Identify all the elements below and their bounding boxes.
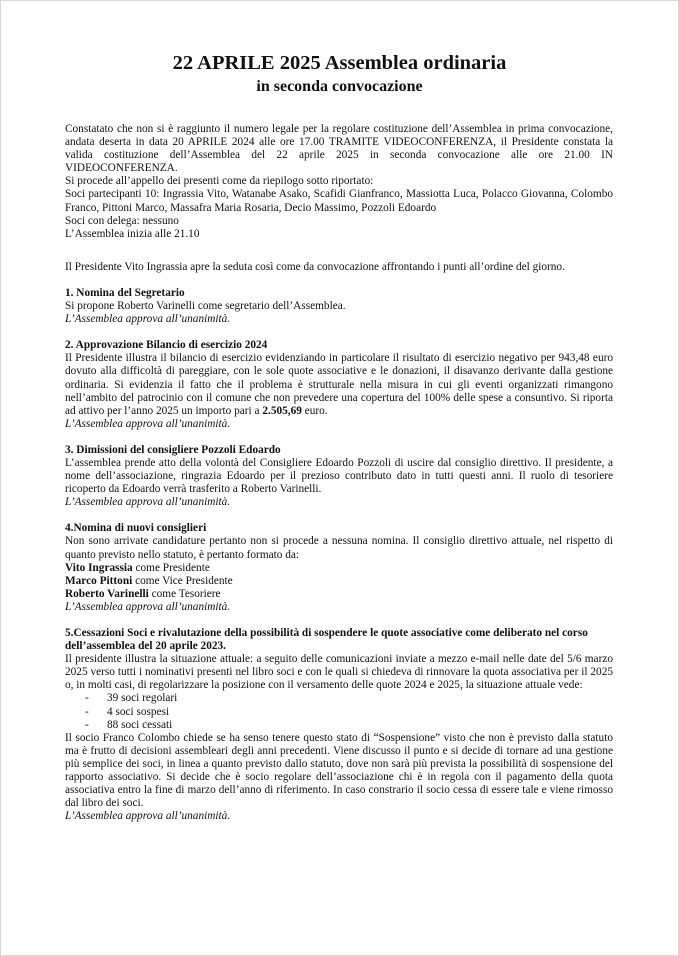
list-item bbox=[85, 706, 613, 719]
section-2-text-main: Il Presidente illustra il bilancio di esercizio evidenziando in particolare il risultato di esercizio negativo per 943,48 euro dovuto alla difficoltà di pareggiare, con le sole quote associative e le donazioni, il disavanzo derivante dalla gestione ordinaria. Si evidenzia il fatto che il problema è strutturale nella misura in cui gli eventi organizzati rimangono nell’ambito del patrocinio con il comune che non prevedere una copertura del 100% delle spese a consuntivo. Si riporta ad attivo per l’anno 2025 un importo pari a bbox=[65, 352, 613, 417]
section-2-text bbox=[65, 352, 613, 417]
section-1-text: Si propone Roberto Varinelli come segretario dell’Assemblea. bbox=[65, 300, 346, 313]
list-item-text: 39 soci regolari bbox=[107, 692, 178, 705]
board-member bbox=[65, 588, 613, 601]
board-member-role: come Presidente bbox=[132, 561, 210, 574]
board-member-role: come Tesoriere bbox=[148, 587, 221, 600]
board-member-name: Vito Ingrassia bbox=[65, 561, 133, 574]
list-item-text: 4 soci sospesi bbox=[107, 705, 170, 718]
board-member-name: Marco Pittoni bbox=[65, 574, 133, 587]
document-subtitle: in seconda convocazione bbox=[256, 78, 423, 95]
section-3-heading: 3. Dimissioni del consigliere Pozzoli Edoardo bbox=[65, 443, 281, 456]
list-item bbox=[85, 692, 613, 705]
list-item bbox=[85, 719, 613, 732]
dash-marker: - bbox=[85, 692, 89, 705]
proxies-paragraph: Soci con delega: nessuno bbox=[65, 214, 179, 227]
section-2-amount: 2.505,69 bbox=[262, 404, 302, 417]
section-3-approval: L’Assemblea approva all’unanimità. bbox=[65, 496, 231, 509]
roll-call-paragraph: Si procede all’appello dei presenti come da riepilogo sotto riportato: bbox=[65, 175, 374, 188]
start-time-paragraph: L’Assemblea inizia alle 21.10 bbox=[65, 227, 200, 240]
section-1-approval: L’Assemblea approva all’unanimità. bbox=[65, 313, 231, 326]
section-2-approval: L’Assemblea approva all’unanimità. bbox=[65, 417, 231, 430]
section-5-heading: 5.Cessazioni Soci e rivalutazione della possibilità di sospendere le quote associative come deliberato nel corso dell’assemblea del 20 aprile 2023. bbox=[65, 627, 588, 653]
attendees-paragraph: Soci partecipanti 10: Ingrassia Vito, Watanabe Asako, Scafidi Gianfranco, Massiotta Luca, Polacco Giovanna, Colombo Franco, Pittoni Marco, Massafra Maria Rosaria, Decio Massimo, Pozzoli Edoardo bbox=[65, 188, 613, 214]
section-4-approval: L’Assemblea approva all’unanimità. bbox=[65, 600, 231, 613]
board-member-name: Roberto Varinelli bbox=[65, 587, 149, 600]
intro-paragraph: Constatato che non si è raggiunto il numero legale per la regolare costituzione dell’Assemblea in prima convocazione, andata deserta in data 20 APRILE 2024 alle ore 17.00 TRAMITE VIDEOCONFERENZA, il Presidente constata la valida costituzione dell’Assemblea del 22 aprile 2025 in seconda convocazione alle ore 21.00 IN VIDEOCONFERENZA. bbox=[65, 123, 613, 175]
dash-marker: - bbox=[85, 705, 89, 718]
section-2-heading: 2. Approvazione Bilancio di esercizio 2024 bbox=[65, 339, 268, 352]
board-member bbox=[65, 562, 613, 575]
document-body bbox=[65, 123, 613, 823]
section-3-text: L’assemblea prende atto della volontà del Consigliere Edoardo Pozzoli di uscire dal consiglio direttivo. Il presidente, a nome dell’associazione, ringrazia Edoardo per il prezioso contributo dato in tutti questi anni. Il ruolo di tesoriere ricoperto da Edoardo verrà trasferito a Roberto Varinelli. bbox=[65, 456, 613, 496]
board-member bbox=[65, 575, 613, 588]
opening-paragraph: Il Presidente Vito Ingrassia apre la seduta così come da convocazione affrontando i punti all’ordine del giorno. bbox=[65, 260, 565, 273]
member-status-list bbox=[65, 692, 613, 731]
document-title: 22 APRILE 2025 Assemblea ordinaria bbox=[172, 52, 507, 74]
section-5-approval: L’Assemblea approva all’unanimità. bbox=[65, 810, 231, 823]
board-member-role: come Vice Presidente bbox=[132, 574, 233, 587]
section-4-text: Non sono arrivate candidature pertanto non si procede a nessuna nomina. Il consiglio direttivo attuale, nel rispetto di quanto previsto nello statuto, è pertanto formato da: bbox=[65, 535, 613, 561]
section-4-heading: 4.Nomina di nuovi consiglieri bbox=[65, 522, 207, 535]
section-5-discussion: Il socio Franco Colombo chiede se ha senso tenere questo stato di “Sospensione” visto che non è previsto dalla statuto ma è frutto di decisioni assembleari degli anni precedenti. Viene discusso il punto e si decide di tornare ad una gestione più semplice dei soci, in linea a quanto previsto dallo statuto, dove non sarà più prevista la possibilità di sospensione del rapporto associativo. Si decide che è socio regolare dell’associazione chi è in regola con il pagamento della quota associativa entro la fine di marzo dell’anno di riferimento. In caso constrario il socio cessa di essere tale e viene rimosso dal libro dei soci. bbox=[65, 731, 613, 810]
section-2-text-end: euro. bbox=[301, 404, 328, 417]
section-1-heading: 1. Nomina del Segretario bbox=[65, 286, 185, 299]
section-5-text: Il presidente illustra la situazione attuale: a seguito delle comunicazioni inviate a mezzo e-mail nelle date del 5/6 marzo 2025 verso tutti i nominativi presenti nel libro soci e con le quali si chiedeva di rinnovare la quota associativa per il 2025 o, in molti casi, di regolarizzare la posizione con il versamento delle quote 2024 e 2025, la situazione attuale vede: bbox=[65, 653, 613, 692]
list-item-text: 88 soci cessati bbox=[107, 718, 173, 731]
dash-marker: - bbox=[85, 718, 89, 731]
